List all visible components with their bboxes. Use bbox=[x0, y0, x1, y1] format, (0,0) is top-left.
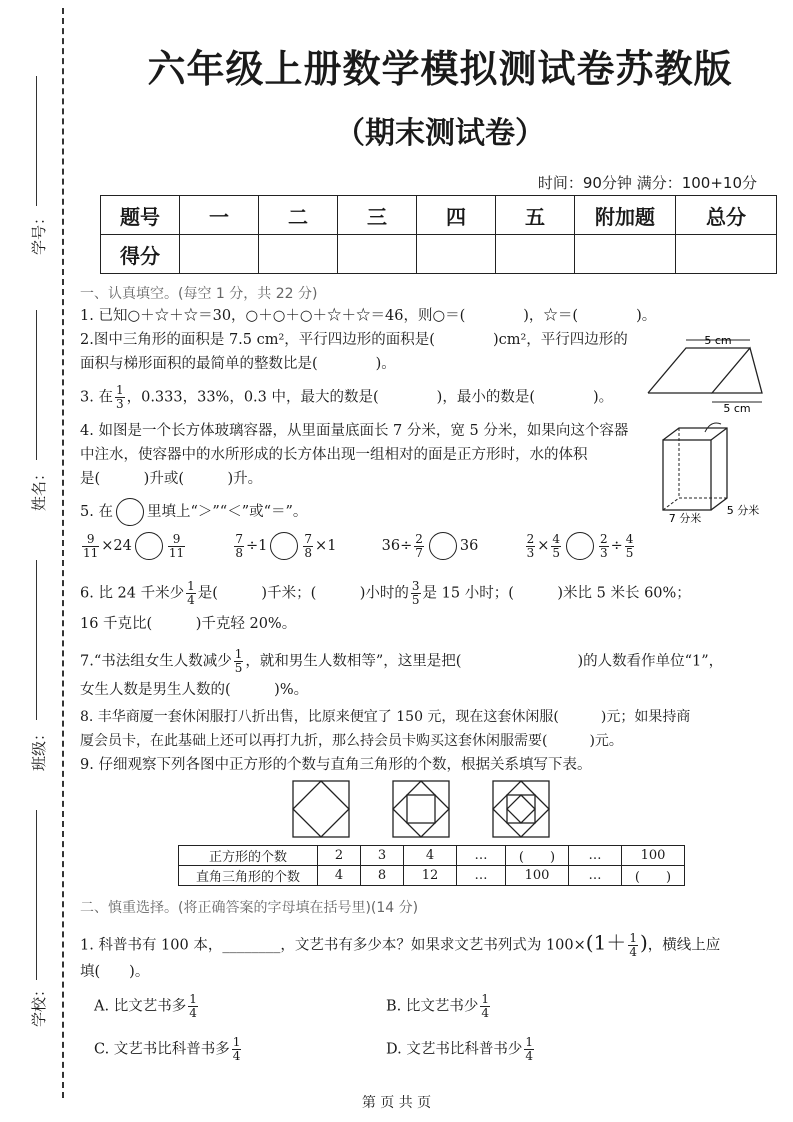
page-title: 六年级上册数学模拟测试卷苏教版 bbox=[147, 47, 733, 91]
question-5 bbox=[80, 498, 307, 526]
q5-d-op2: ÷ bbox=[610, 538, 623, 554]
frac-den: 7 bbox=[415, 545, 423, 560]
table-cell: 12 bbox=[404, 866, 457, 886]
score-header-cell: 题号 bbox=[101, 196, 180, 235]
student-id-field[interactable] bbox=[36, 76, 37, 206]
binding-dashed-line bbox=[62, 8, 64, 1098]
frac-num: 2 bbox=[415, 531, 423, 546]
s2-question-1-line-2: 填( )。 bbox=[80, 964, 150, 980]
fraction bbox=[234, 648, 244, 675]
frac-den: 4 bbox=[187, 593, 195, 607]
fraction bbox=[115, 384, 125, 411]
score-cell[interactable] bbox=[417, 235, 496, 274]
s2-question-1-line-1 bbox=[80, 932, 720, 959]
q7-a: 7.“书法组女生人数减少 bbox=[80, 653, 232, 670]
q6-a: 6. 比 24 千米少 bbox=[80, 585, 185, 602]
score-header-cell: 一 bbox=[180, 196, 259, 235]
question-8-line-2: 厦会员卡，在此基础上还可以再打九折，那么持会员卡购买这套休闲服需要( )元。 bbox=[80, 733, 623, 749]
frac-den: 5 bbox=[234, 661, 243, 675]
s2q1-paren-open: (1＋ bbox=[585, 930, 627, 955]
fraction bbox=[303, 533, 313, 560]
frac-num: 1 bbox=[481, 992, 490, 1006]
score-header-cell: 三 bbox=[338, 196, 417, 235]
option-d-text: D. 文艺书比科普书少 bbox=[386, 1041, 523, 1058]
option-c[interactable] bbox=[94, 1036, 243, 1063]
score-cell[interactable] bbox=[338, 235, 417, 274]
school-label: 学校： bbox=[30, 981, 49, 1028]
school-field[interactable] bbox=[36, 810, 37, 980]
table-cell: 正方形的个数 bbox=[179, 846, 318, 866]
cuboid-container-figure bbox=[655, 418, 765, 523]
score-cell[interactable] bbox=[496, 235, 575, 274]
frac-num: 2 bbox=[600, 531, 608, 546]
section-1-heading bbox=[80, 283, 317, 303]
frac-den: 11 bbox=[168, 545, 185, 560]
figure-top-label: 5 cm bbox=[704, 334, 732, 347]
section-2-heading bbox=[80, 897, 418, 917]
frac-num: 2 bbox=[526, 531, 535, 546]
frac-num: 1 bbox=[187, 579, 195, 593]
frac-den: 4 bbox=[525, 1049, 533, 1063]
q6-b: 是( )千米；( )小时的 bbox=[197, 585, 409, 602]
frac-num: 9 bbox=[82, 533, 99, 547]
parallelogram-triangle-figure bbox=[640, 330, 770, 415]
score-row-label: 得分 bbox=[101, 235, 180, 274]
score-header-cell: 二 bbox=[259, 196, 338, 235]
pattern-figure-3 bbox=[493, 781, 549, 837]
exam-meta: 时间：90分钟 满分：100+10分 bbox=[537, 174, 757, 192]
option-a[interactable] bbox=[94, 993, 200, 1020]
answer-circle[interactable] bbox=[116, 498, 144, 526]
question-8-line-1: 8. 丰华商厦一套休闲服打八折出售，比原来便宜了 150 元，现在这套休闲服( )元；如果持商 bbox=[80, 709, 691, 725]
student-id-label: 学号： bbox=[30, 209, 49, 256]
frac-num: 9 bbox=[168, 533, 185, 547]
score-cell[interactable] bbox=[180, 235, 259, 274]
fraction bbox=[599, 533, 609, 560]
figure-shapes bbox=[648, 340, 762, 402]
question-3 bbox=[80, 384, 613, 411]
frac-den: 4 bbox=[189, 1006, 197, 1020]
option-b[interactable] bbox=[386, 993, 492, 1020]
frac-den: 8 bbox=[304, 545, 313, 560]
score-header-row bbox=[101, 196, 777, 235]
table-cell: 2 bbox=[318, 846, 361, 866]
q5-pre: 5. 在 bbox=[80, 504, 113, 520]
frac-num: 1 bbox=[525, 1035, 533, 1049]
q5-b-tail: ×1 bbox=[315, 538, 337, 554]
answer-circle[interactable] bbox=[566, 532, 594, 560]
table-row bbox=[179, 846, 685, 866]
answer-circle[interactable] bbox=[429, 532, 457, 560]
table-cell: 直角三角形的个数 bbox=[179, 866, 318, 886]
table-cell[interactable]: ( ) bbox=[622, 866, 685, 886]
q3-post: ，0.333，33%，0.3 中，最大的数是( )，最小的数是( )。 bbox=[126, 389, 614, 406]
fraction bbox=[625, 533, 635, 560]
score-header-cell: 四 bbox=[417, 196, 496, 235]
section-2-note: (将正确答案的字母填在括号里)(14 分) bbox=[178, 900, 419, 916]
score-table bbox=[100, 195, 777, 274]
q5-d-op: × bbox=[537, 538, 550, 554]
q5-c-tail: 36 bbox=[459, 538, 479, 554]
question-5-items bbox=[80, 532, 636, 560]
question-2-line-2: 面积与梯形面积的最简单的整数比是( )。 bbox=[80, 356, 396, 372]
fraction bbox=[526, 533, 536, 560]
question-6-line-2: 16 千克比( )千克轻 20%。 bbox=[80, 616, 297, 632]
q5-b-mid: ÷1 bbox=[246, 538, 268, 554]
q3-pre: 3. 在 bbox=[80, 389, 113, 406]
pattern-figure-2 bbox=[393, 781, 449, 837]
fraction bbox=[234, 533, 244, 560]
class-label: 班级： bbox=[30, 725, 49, 772]
section-1-note: (每空 1 分，共 22 分) bbox=[178, 286, 318, 302]
score-cell[interactable] bbox=[676, 235, 777, 274]
frac-den: 5 bbox=[552, 545, 560, 560]
table-cell: 4 bbox=[318, 866, 361, 886]
table-cell: … bbox=[569, 846, 622, 866]
fraction bbox=[414, 533, 424, 560]
fraction bbox=[411, 580, 421, 607]
cuboid-edges bbox=[663, 423, 727, 510]
frac-num: 1 bbox=[629, 931, 637, 945]
page-subtitle: （期末测试卷） bbox=[335, 116, 545, 151]
score-header-cell: 五 bbox=[496, 196, 575, 235]
option-a-text: A. 比文艺书多 bbox=[94, 998, 187, 1015]
question-7-line-2: 女生人数是男生人数的( )%。 bbox=[80, 682, 309, 698]
fraction bbox=[188, 993, 198, 1020]
name-label: 姓名： bbox=[30, 465, 49, 512]
score-cell[interactable] bbox=[259, 235, 338, 274]
pattern-figure-1 bbox=[293, 781, 349, 837]
question-2-line-1: 2.图中三角形的面积是 7.5 cm²，平行四边形的面积是( )cm²，平行四边形的 bbox=[80, 332, 628, 348]
option-d[interactable] bbox=[386, 1036, 536, 1063]
q5-a-mid: ×24 bbox=[101, 538, 132, 554]
table-cell: 8 bbox=[361, 866, 404, 886]
frac-den: 4 bbox=[481, 1006, 490, 1020]
frac-num: 4 bbox=[552, 531, 560, 546]
answer-circle[interactable] bbox=[270, 532, 298, 560]
frac-num: 3 bbox=[411, 579, 420, 593]
table-cell: 3 bbox=[361, 846, 404, 866]
q6-c: 是 15 小时；( )米比 5 米长 60%； bbox=[422, 585, 691, 602]
score-header-cell: 总分 bbox=[676, 196, 777, 235]
question-6-line-1 bbox=[80, 580, 691, 607]
fraction bbox=[168, 533, 185, 560]
frac-den: 4 bbox=[232, 1049, 241, 1063]
frac-num: 4 bbox=[625, 531, 634, 546]
table-cell: 100 bbox=[506, 866, 569, 886]
cuboid-width-label: 5 分米 bbox=[726, 504, 760, 517]
cuboid-length-label: 7 分米 bbox=[668, 512, 702, 523]
s2q1-a: 1. 科普书有 100 本，________，文艺书有多少本？如果求文艺书列式为 100× bbox=[80, 937, 586, 954]
table-cell: 100 bbox=[622, 846, 685, 866]
square-pattern-figures bbox=[290, 778, 570, 840]
frac-num: 7 bbox=[235, 531, 244, 546]
fraction bbox=[232, 1036, 242, 1063]
score-value-row bbox=[101, 235, 777, 274]
question-4-line-1: 4. 如图是一个长方体玻璃容器，从里面量底面长 7 分米，宽 5 分米，如果向这个容器 bbox=[80, 423, 629, 439]
s2q1-paren-close: ) bbox=[639, 930, 648, 955]
q5-post: 里填上“＞”“＜”或“＝”。 bbox=[146, 504, 308, 520]
score-header-cell: 附加题 bbox=[575, 196, 676, 235]
fraction bbox=[628, 932, 638, 959]
fraction bbox=[480, 993, 490, 1020]
section-1-title: 一、认真填空。 bbox=[80, 286, 178, 302]
question-7-line-1 bbox=[80, 648, 723, 675]
pattern-table bbox=[178, 845, 685, 886]
table-row bbox=[179, 866, 685, 886]
q5-c-pre: 36÷ bbox=[381, 538, 413, 554]
figure-bottom-label: 5 cm bbox=[723, 402, 751, 415]
fraction bbox=[524, 1036, 534, 1063]
table-cell: … bbox=[457, 846, 506, 866]
frac-num: 1 bbox=[234, 647, 243, 661]
fraction bbox=[82, 533, 99, 560]
frac-den: 8 bbox=[235, 545, 244, 560]
frac-den: 3 bbox=[115, 397, 124, 411]
table-cell: 4 bbox=[404, 846, 457, 866]
frac-den: 3 bbox=[600, 545, 608, 560]
score-cell[interactable] bbox=[575, 235, 676, 274]
question-9: 9. 仔细观察下列各图中正方形的个数与直角三角形的个数，根据关系填写下表。 bbox=[80, 757, 592, 773]
table-cell: … bbox=[569, 866, 622, 886]
frac-den: 5 bbox=[411, 593, 420, 607]
frac-num: 1 bbox=[115, 383, 124, 397]
name-field[interactable] bbox=[36, 310, 37, 460]
question-4-line-3: 是( )升或( )升。 bbox=[80, 471, 263, 487]
question-4-line-2: 中注水，使容器中的水所形成的长方体出现一组相对的面是正方形时，水的体积 bbox=[80, 447, 588, 463]
frac-den: 11 bbox=[83, 545, 99, 560]
q7-b: ，就和男生人数相等”，这里是把( )的人数看作单位“1”， bbox=[245, 653, 724, 670]
frac-num: 7 bbox=[304, 531, 313, 546]
frac-den: 4 bbox=[629, 945, 637, 959]
answer-circle[interactable] bbox=[135, 532, 163, 560]
page-footer: 第 页 共 页 bbox=[361, 1095, 432, 1111]
section-2-title: 二、慎重选择。 bbox=[80, 900, 178, 916]
frac-num: 1 bbox=[189, 992, 197, 1006]
table-cell: … bbox=[457, 866, 506, 886]
option-b-text: B. 比文艺书少 bbox=[386, 998, 479, 1015]
frac-den: 5 bbox=[625, 545, 634, 560]
fraction bbox=[551, 533, 561, 560]
frac-den: 3 bbox=[526, 545, 535, 560]
class-field[interactable] bbox=[36, 560, 37, 720]
question-1: 1. 已知○＋☆＋☆＝30，○＋○＋○＋☆＋☆＝46，则○＝( )，☆＝( )。 bbox=[80, 308, 657, 324]
frac-num: 1 bbox=[232, 1035, 241, 1049]
s2q1-b: ，横线上应 bbox=[647, 937, 721, 954]
fraction bbox=[186, 580, 196, 607]
option-c-text: C. 文艺书比科普书多 bbox=[94, 1041, 230, 1058]
table-cell[interactable]: ( ) bbox=[506, 846, 569, 866]
